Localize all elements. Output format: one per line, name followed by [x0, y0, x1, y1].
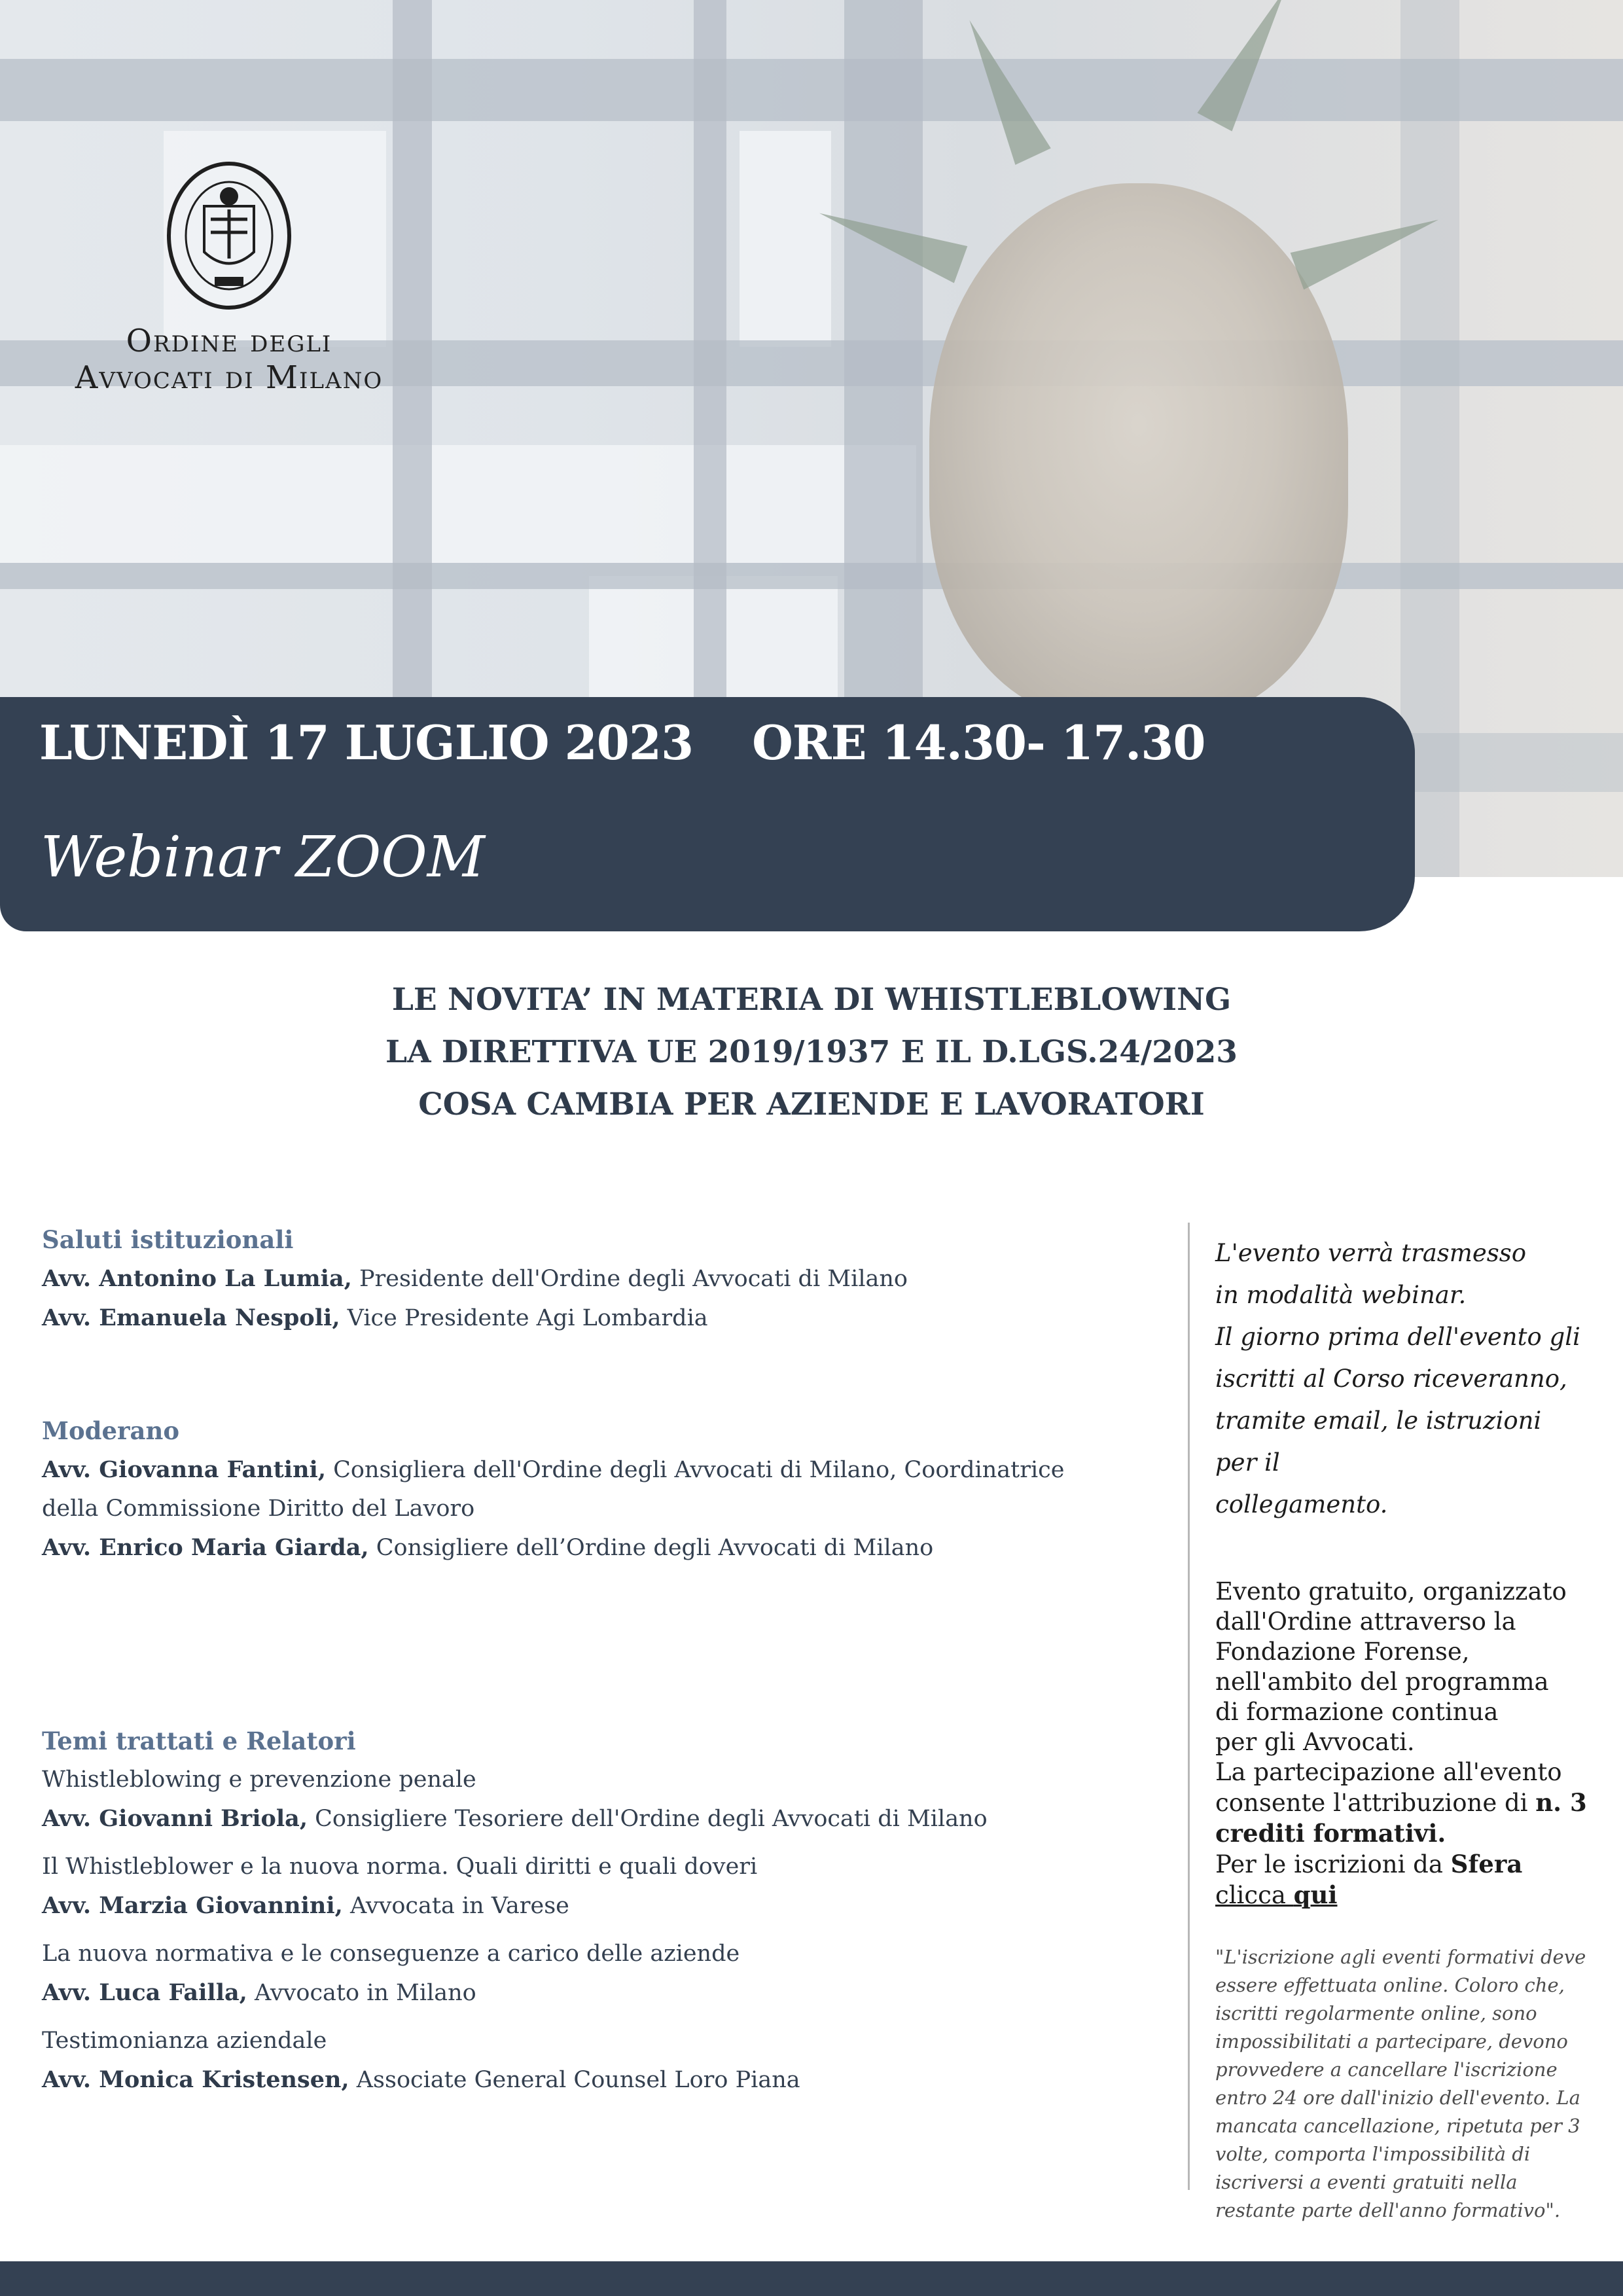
temi-heading: Temi trattati e Relatori [42, 1727, 356, 1755]
event-title [196, 974, 1427, 1131]
speaker-row: Avv. Giovanni Briola, Consigliere Tesoriere dell'Ordine degli Avvocati di Milano [42, 1805, 988, 1832]
signup-link[interactable]: clicca qui [1215, 1880, 1338, 1909]
credits-info: Evento gratuito, organizzato dall'Ordine attraverso la Fondazione Forense, nell'ambito del programma di formazione continua per gli Avvocati. La partecipazione all'evento consente l'attribuzione di n. 3 crediti formativi. Per le iscrizioni da Sfera clicca qui [1215, 1577, 1588, 1910]
webinar-info: L'evento verrà trasmesso in modalità webinar. Il giorno prima dell'evento gli iscritti al Corso riceveranno, tramite email, le istruzioni per il collegamento. [1215, 1239, 1580, 1518]
program [42, 1221, 1154, 2100]
speaker-row: Avv. Enrico Maria Giarda, Consigliere dell’Ordine degli Avvocati di Milano [42, 1534, 934, 1561]
org-logo [56, 160, 402, 396]
event-time: ORE 14.30- 17.30 [752, 715, 1205, 770]
title-line1: LE NOVITA’ IN MATERIA DI WHISTLEBLOWING [391, 982, 1232, 1018]
speaker-row: Avv. Emanuela Nespoli, Vice Presidente Agi Lombardia [42, 1304, 708, 1331]
info-sidebar [1215, 1232, 1588, 2225]
statue-head [929, 183, 1348, 720]
topic: Testimonianza aziendale [42, 2028, 327, 2054]
event-datetime [39, 715, 1205, 770]
speaker-row: Avv. Giovanna Fantini, Consigliera dell'Ordine degli Avvocati di Milano, Coordinatrice [42, 1456, 1065, 1483]
credits-text: La partecipazione all'evento consente l'attribuzione di n. 3 crediti formativi. [1215, 1758, 1587, 1848]
seal-icon [165, 160, 293, 311]
footer-band [0, 2261, 1623, 2296]
topic: La nuova normativa e le conseguenze a carico delle aziende [42, 1941, 740, 1967]
speaker-row: Avv. Marzia Giovannini, Avvocata in Varese [42, 1892, 569, 1919]
saluti-heading: Saluti istituzionali [42, 1225, 294, 1254]
topic: Il Whistleblower e la nuova norma. Quali diritti e quali doveri [42, 1854, 758, 1880]
event-mode: Webinar ZOOM [41, 825, 485, 890]
speaker-row: Avv. Luca Failla, Avvocato in Milano [42, 1979, 476, 2006]
title-line2: LA DIRETTIVA UE 2019/1937 E IL D.LGS.24/2023 [385, 1034, 1238, 1070]
signup-text: Per le iscrizioni da Sfera [1215, 1850, 1523, 1878]
event-date: LUNEDÌ 17 LUGLIO 2023 [39, 715, 694, 770]
logo-line1: Ordine degli [126, 323, 332, 359]
speaker-row: Avv. Monica Kristensen, Associate General Counsel Loro Piana [42, 2066, 800, 2093]
title-line3: COSA CAMBIA PER AZIENDE E LAVORATORI [418, 1086, 1205, 1122]
speaker-role-cont: della Commissione Diritto del Lavoro [42, 1496, 475, 1522]
logo-line2: Avvocati di Milano [75, 359, 383, 396]
speaker-row: Avv. Antonino La Lumia, Presidente dell'Ordine degli Avvocati di Milano [42, 1265, 908, 1292]
column-divider [1188, 1223, 1190, 2190]
topic: Whistleblowing e prevenzione penale [42, 1767, 476, 1793]
moderano-heading: Moderano [42, 1416, 180, 1445]
cancellation-note: "L'iscrizione agli eventi formativi deve essere effettuata online. Coloro che, iscritti regolarmente online, sono impossibilitati a partecipare, devono provvedere a cancellare l'iscrizione entro 24 ore dall'inizio dell'evento. La mancata cancellazione, ripetuta per 3 volte, comporta l'impossibilità di iscriversi a eventi gratuiti nella restante parte dell'anno formativo". [1215, 1946, 1586, 2221]
